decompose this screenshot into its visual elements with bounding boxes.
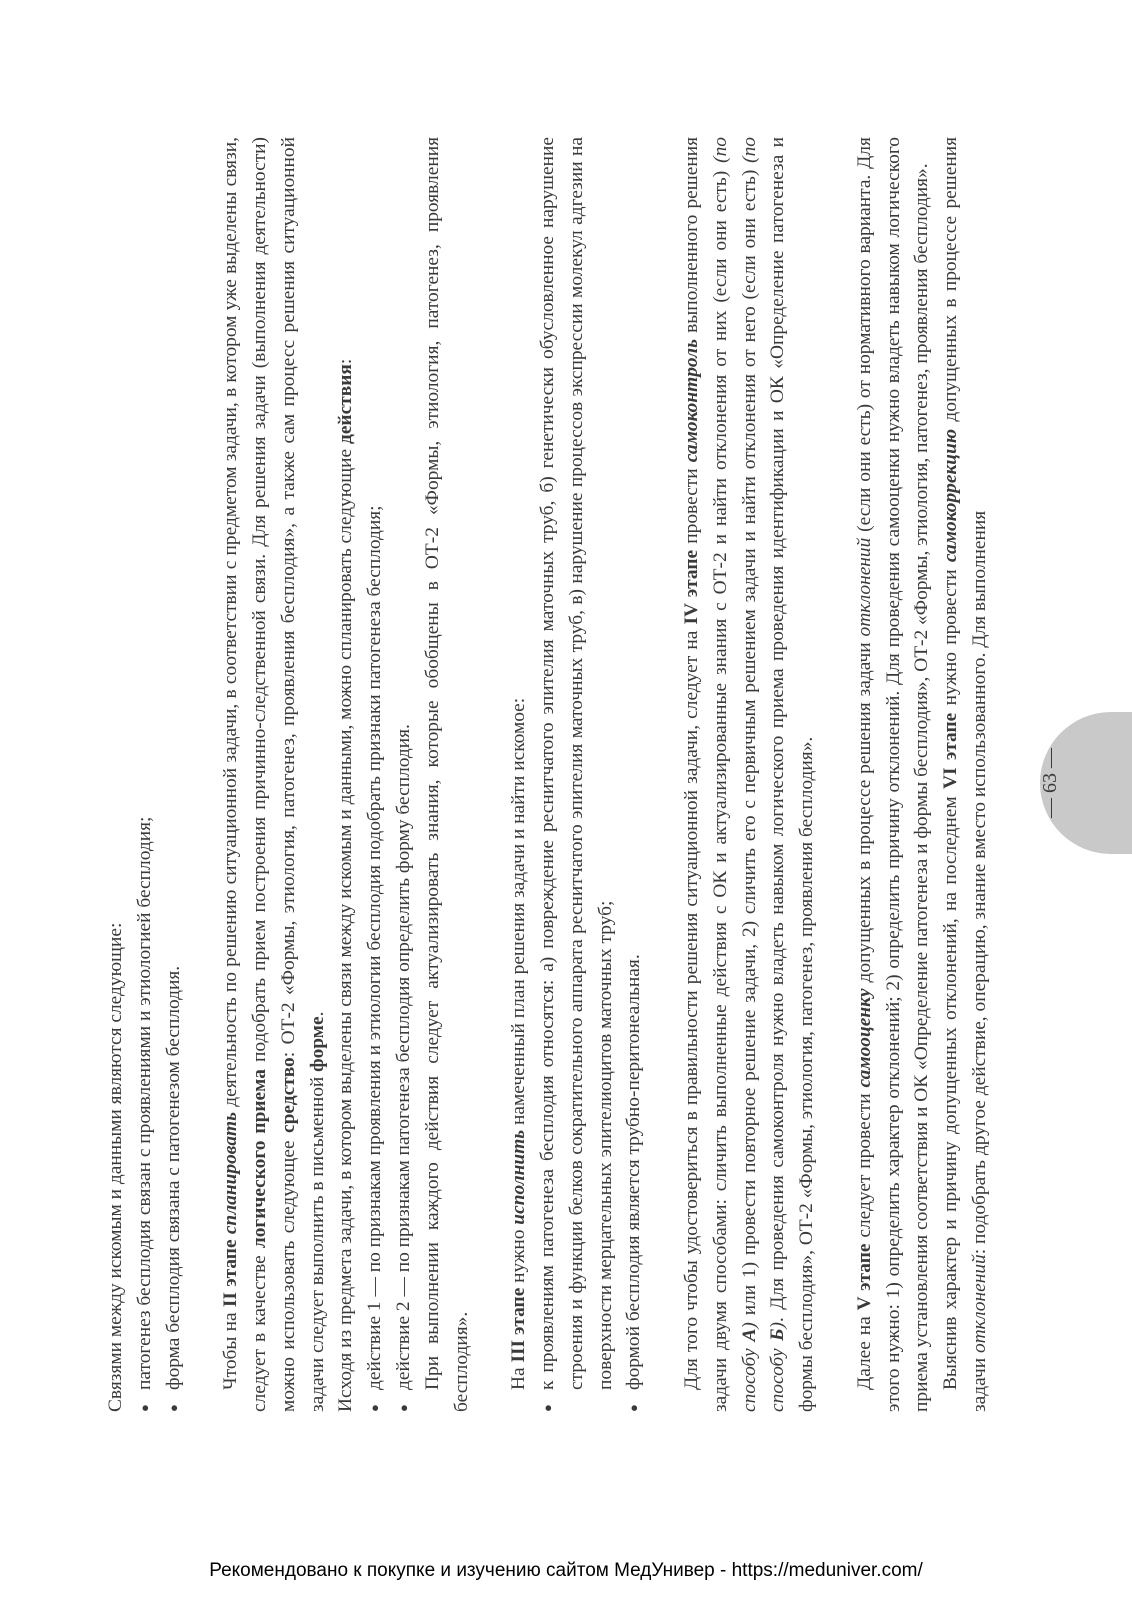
spacer (822, 137, 851, 1412)
list-item: ● форма бесплодия связана с патогенезом бесплодия. (160, 137, 189, 1412)
sec2-paragraph-2: Исходя из предмета задачи, в котором выделены связи между искомым и данными, можно спланировать следующие действия: (335, 358, 357, 1412)
list-item: ● патогенез бесплодия связан с проявлениями и этиологией бесплодия; (131, 137, 160, 1412)
sec1-bullet-list (131, 137, 189, 1412)
sec3-paragraph-1: На III этапе нужно исполнить намеченный план решения задачи и найти искомое: (508, 697, 530, 1390)
spacer (476, 137, 505, 1412)
footer-recommendation: Рекомендовано к покупке и изучению сайтом МедУнивер - https://meduniver.com/ (209, 1560, 923, 1581)
list-item: ● действие 1 — по признакам проявления и этиологии бесплодия подобрать признаки патогенеза бесплодия; (361, 137, 390, 1412)
sec5-paragraph-1: Далее на V этапе следует провести самооценку допущенных в процессе решения задачи отклонений (если они есть) от нормативного варианта. Для этого нужно: 1) определить характер отклонений; 2) определить причину отклонений. Для проведения самооценки нужно владеть навыком логического приема установления соответствия и ОК «Определение патогенеза и формы бесплодия», ОТ-2 «Формы, этиология, патогенез, проявления бесплодия». (853, 137, 933, 1412)
sec2-paragraph-1: Чтобы на II этапе спланировать деятельность по решению ситуационной задачи, в соответствии с предметом задачи, в котором уже выделены связи, следует в качестве логического приема подобрать прием построения причинно-следственной связи. Для решения задачи (выполнения деятельности) можно использовать следующее средство: ОТ-2 «Формы, этиология, патогенез, проявления бесплодия», а также сам процесс решения ситуационной задачи следует выполнить в письменной форме. (220, 136, 328, 1412)
page-number: — 63 — (1039, 748, 1061, 818)
sec1-intro: Связями между искомым и данными являются следующие: (105, 922, 126, 1412)
rotated-text-body (102, 137, 1007, 1412)
list-item: ● к проявлениям патогенеза бесплодия относятся: а) повреждение реснитчатого эпителия маточных труб, б) генетически обусловленное нарушение строения и функции белков сократительного аппарата реснитчатого эпителия маточных труб, в) нарушение процессов экспрессии молекул адгезии на поверхности мерцательных эпителиоцитов маточных труб; (534, 137, 620, 1412)
sec5-paragraph-2: Выяснив характер и причину допущенных отклонений, на последнем VI этапе нужно провести самокоррекцию допущенных в процессе решения задачи отклонений: подобрать другое действие, операцию, знание вместо использованного. Для выполнения (940, 137, 990, 1412)
list-item: ● формой бесплодия является трубно-перитонеальная. (620, 137, 649, 1412)
sec3-bullet-list (534, 137, 649, 1412)
sec2-paragraph-3: При выполнении каждого действия следует актуализировать знания, которые обобщены в ОТ-2 «Формы, этиология, патогенез, проявления бесплодия». (421, 137, 472, 1412)
sec2-bullet-list (361, 137, 419, 1412)
spacer (188, 137, 217, 1412)
spacer (649, 137, 678, 1412)
sec4-paragraph: Для того чтобы удостовериться в правильности решения ситуационной задачи, следует на IV этапе провести самоконтроль выполненного решения задачи двумя способами: сличить выполненные действия с ОК и актуализированные знания с ОТ-2 и найти отклонения от них (если они есть) (по способу А) или 1) провести повторное решение задачи, 2) сличить его с первичным решением задачи и найти отклонения от него (если они есть) (по способу Б). Для проведения самоконтроля нужно владеть навыком логического приема проведения идентификации и ОК «Определение патогенеза и формы бесплодия», ОТ-2 «Формы, этиология, патогенез, проявления бесплодия». (680, 136, 818, 1412)
list-item: ● действие 2 — по признакам патогенеза бесплодия определить форму бесплодия. (390, 137, 419, 1412)
